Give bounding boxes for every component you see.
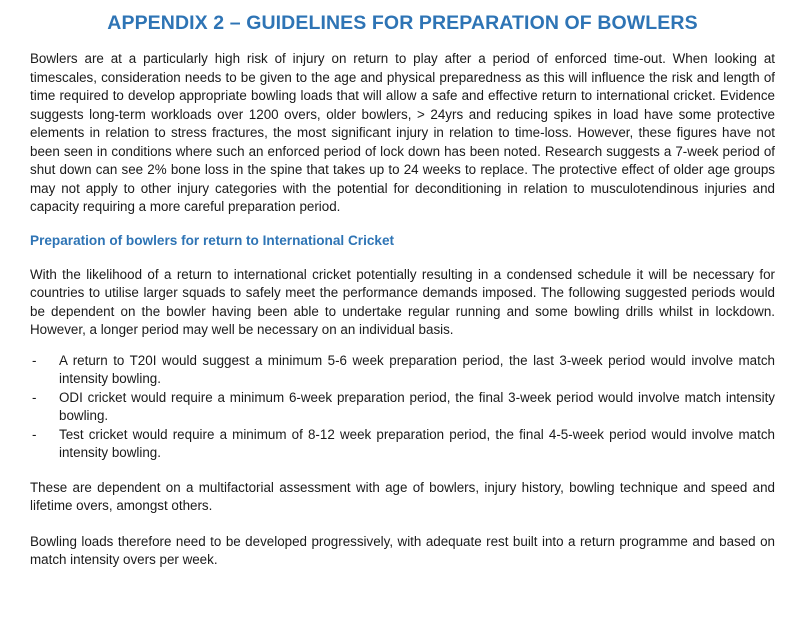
bullet-dash: - — [32, 389, 37, 405]
document-title: APPENDIX 2 – GUIDELINES FOR PREPARATION OF BOWLERS — [107, 12, 698, 34]
list-item-test — [30, 426, 775, 463]
section-heading: Preparation of bowlers for return to International Cricket — [30, 232, 395, 248]
bullet-dash: - — [32, 426, 37, 442]
return-paragraph: With the likelihood of a return to international cricket potentially resulting in a condensed schedule it will be necessary for countries to utilise larger squads to safely meet the performance demands imposed. The following suggested periods would be dependent on the bowler having been able to undertake regular running and some bowling drills whilst in lockdown. However, a longer period may well be necessary on an individual basis. — [30, 266, 775, 337]
document-page — [30, 8, 775, 570]
preparation-period-list — [30, 352, 775, 463]
list-item-odi — [30, 389, 775, 426]
intro-paragraph: Bowlers are at a particularly high risk of injury on return to play after a period of enforced time-out. When looking at timescales, consideration needs to be given to the age and physical preparedness as this will influence the risk and length of time required to develop appropriate bowling loads that will allow a safe and effective return to international cricket. Evidence suggests long-term workloads over 1200 overs, older bowlers, > 24yrs and reducing spikes in load have some protective elements in relation to stress fractures, the most significant injury in relation to time-loss. However, these figures have not been seen in conditions where such an enforced period of lock down has been noted. Research suggests a 7-week period of shut down can see 2% bone loss in the spine that takes up to 24 weeks to replace. The protective effect of older age groups may not apply to other injury categories with the potential for deconditioning in relation to musculotendinous injuries and capacity requiring a more careful preparation period. — [30, 51, 775, 214]
list-item-text: ODI cricket would require a minimum 6-week preparation period, the final 3-week period would involve match intensity bowling. — [59, 389, 775, 423]
list-item-text: Test cricket would require a minimum of 8-12 week preparation period, the final 4-5-week period would involve match intensity bowling. — [59, 426, 775, 460]
list-item-t20i — [30, 352, 775, 389]
list-item-text: A return to T20I would suggest a minimum 5-6 week preparation period, the last 3-week period would involve match intensity bowling. — [59, 352, 775, 386]
factors-paragraph: These are dependent on a multifactorial assessment with age of bowlers, injury history, bowling technique and speed and lifetime overs, amongst others. — [30, 479, 775, 513]
loads-paragraph: Bowling loads therefore need to be developed progressively, with adequate rest built into a return programme and based on match intensity overs per week. — [30, 533, 775, 567]
bullet-dash: - — [32, 352, 37, 368]
